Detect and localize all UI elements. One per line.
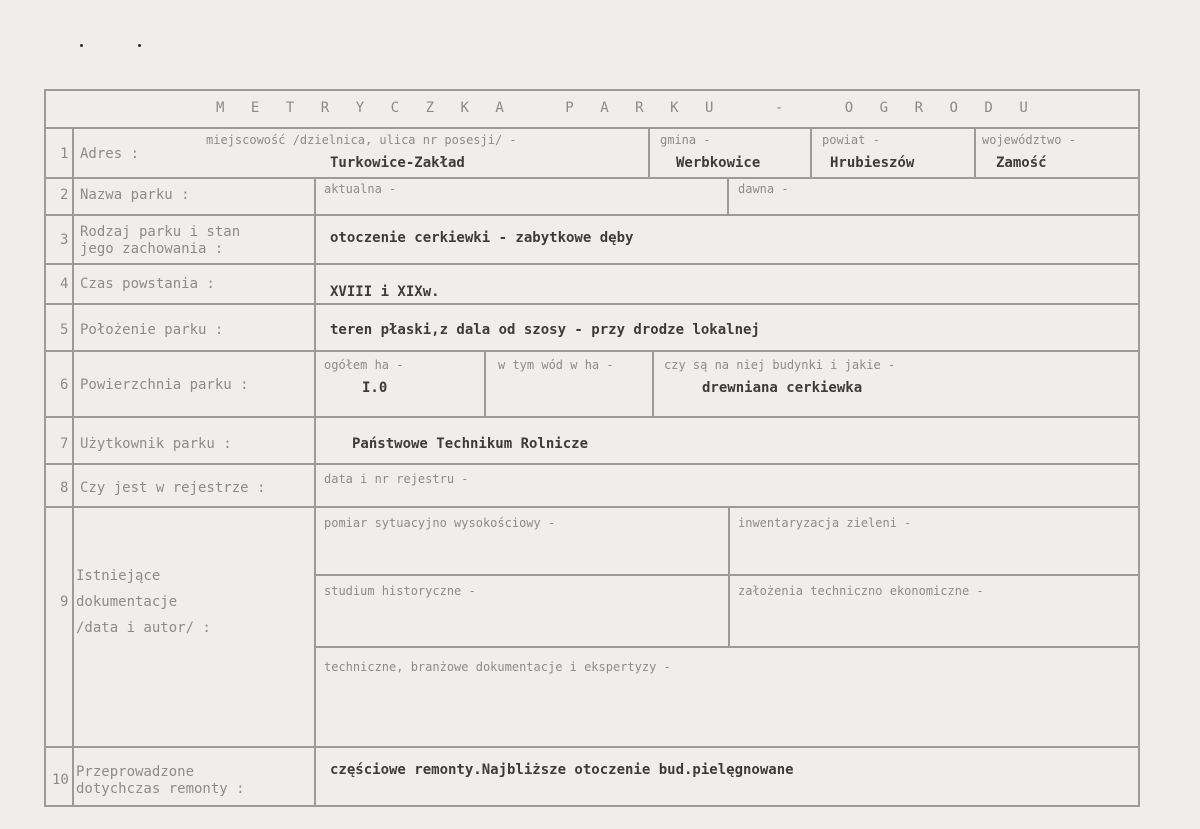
founding-time-value: XVIII i XIXw. <box>330 284 440 300</box>
gmina-value: Werbkowice <box>676 155 761 171</box>
documentation-label-line2: dokumentacje <box>76 594 178 610</box>
park-type-label-line1: Rodzaj parku i stan <box>80 224 241 240</box>
historical-study-header: studium historyczne - <box>324 584 476 598</box>
row-number-9: 9 <box>60 594 69 610</box>
row-number-7: 7 <box>60 436 69 452</box>
technical-assumptions-header: założenia techniczno ekonomiczne - <box>738 584 984 598</box>
row-number-10: 10 <box>52 772 69 788</box>
row-number-3: 3 <box>60 232 69 248</box>
park-type-value: otoczenie cerkiewki - zabytkowe dęby <box>330 230 634 246</box>
buildings-value: drewniana cerkiewka <box>702 380 863 396</box>
repairs-value: częściowe remonty.Najbliższe otoczenie bud.pielęgnowane <box>330 762 794 778</box>
registry-date-header: data i nr rejestru - <box>324 472 469 486</box>
repairs-label-line1: Przeprowadzone <box>76 764 195 780</box>
park-name-label: Nazwa parku : <box>80 187 190 203</box>
documentation-label-line1: Istniejące <box>76 568 161 584</box>
voivodeship-value: Zamość <box>996 155 1047 171</box>
founding-time-label: Czas powstania : <box>80 276 215 292</box>
total-area-header: ogółem ha - <box>324 358 404 372</box>
location-value: teren płaski,z dala od szosy - przy drodze lokalnej <box>330 322 760 338</box>
speck <box>138 44 141 47</box>
address-label: Adres : <box>80 146 140 162</box>
speck <box>80 44 83 47</box>
row-number-2: 2 <box>60 187 69 203</box>
powiat-value: Hrubieszów <box>830 155 915 171</box>
user-value: Państwowe Technikum Rolnicze <box>352 436 589 452</box>
registry-label: Czy jest w rejestrze : <box>80 480 266 496</box>
row-number-4: 4 <box>60 276 69 292</box>
greenery-inventory-header: inwentaryzacja zieleni - <box>738 516 912 530</box>
documentation-label-line3: /data i autor/ : <box>76 620 211 636</box>
total-area-value: I.0 <box>362 380 388 396</box>
survey-header: pomiar sytuacyjno wysokościowy - <box>324 516 556 530</box>
row-number-1: 1 <box>60 146 69 162</box>
powiat-header: powiat - <box>822 133 880 147</box>
row-number-6: 6 <box>60 377 69 393</box>
row-number-5: 5 <box>60 322 69 338</box>
repairs-label-line2: dotychczas remonty : <box>76 781 245 797</box>
user-label: Użytkownik parku : <box>80 436 232 452</box>
voivodeship-header: województwo - <box>982 133 1076 147</box>
location-label: Położenie parku : <box>80 322 224 338</box>
locality-value: Turkowice-Zakład <box>330 155 465 171</box>
locality-header: miejscowość /dzielnica, ulica nr posesji/ - <box>206 133 517 147</box>
row-number-8: 8 <box>60 480 69 496</box>
park-type-label-line2: jego zachowania : <box>80 241 224 257</box>
area-label: Powierzchnia parku : <box>80 377 249 393</box>
current-name-header: aktualna - <box>324 182 397 196</box>
former-name-header: dawna - <box>738 182 789 196</box>
technical-documentation-header: techniczne, branżowe dokumentacje i ekspertyzy - <box>324 660 671 674</box>
form-title: METRYCZKA PARKU - OGRODU <box>216 100 1055 116</box>
gmina-header: gmina - <box>660 133 711 147</box>
buildings-header: czy są na niej budynki i jakie - <box>664 358 896 372</box>
water-area-header: w tym wód w ha - <box>498 358 614 372</box>
